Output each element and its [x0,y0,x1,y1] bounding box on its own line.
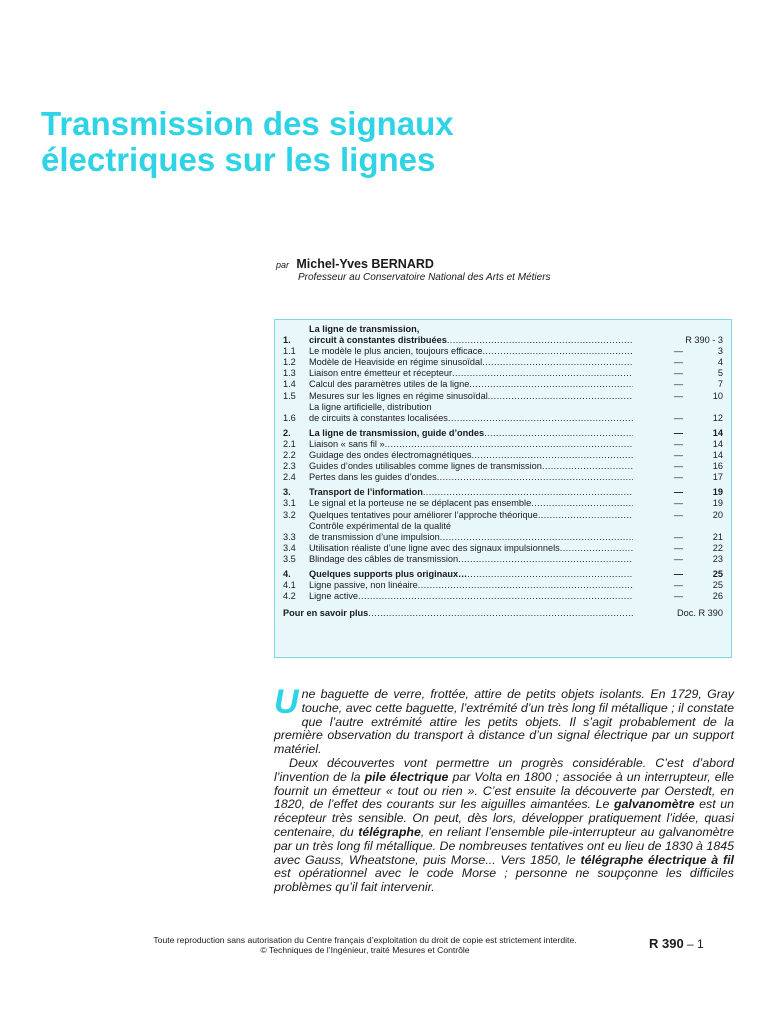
paragraph-1 [274,683,734,757]
footer-line-2: © Techniques de l’Ingénieur, traité Mesures et Contrôle [260,945,470,955]
toc-dash: — [673,531,683,542]
toc-title-text: Transport de l’information [309,487,423,498]
toc-dash: — [673,450,683,461]
footer-line-1: Toute reproduction sans autorisation du Centre français d’exploitation du droit de copie est strictement interdite. [153,935,577,945]
toc-dash: — [673,553,683,564]
toc-further-reading-row [283,608,723,619]
toc-number: 3. [283,487,291,498]
p2-text-c: par Volta en 1800 ; associée à un interrupteur, elle fournit un émetteur « tout ou rien ». C’est ensuite la découverte par Oerstedt, en 1820, de l’effet des courants sur les aiguilles aimantées. Le [274,769,735,812]
toc-page: 25 [712,568,723,579]
toc-page: 3 [717,346,723,357]
toc-leader-dots [368,608,633,619]
toc-dash: — [673,438,683,449]
toc-item-row [283,554,723,565]
toc-leader-dots [467,569,633,580]
toc-page: 26 [712,591,723,602]
toc-number: 2.1 [283,438,296,449]
toc-title-text: Calcul des paramètres utiles de la ligne [309,379,470,390]
toc-title [309,379,633,390]
toc-page: 12 [712,412,723,423]
toc-dash: — [673,379,683,390]
toc-title-text: Le modèle le plus ancien, toujours efficace [309,346,483,357]
toc-title-text: Ligne active [309,591,359,602]
toc-item-row [283,368,723,379]
toc-number: 1.6 [283,412,296,423]
toc-title-text: Quelques supports plus originaux… [309,568,468,579]
toc-page: 19 [712,487,723,498]
toc-leader-dots [423,487,633,498]
toc-page: R 390 - 3 [685,335,723,346]
toc-title [309,487,633,498]
toc-leader-dots [484,428,633,439]
toc-title [309,554,633,565]
toc-title [283,608,633,619]
toc-dash: — [673,591,683,602]
toc-dash: — [673,346,683,357]
toc-item-row [283,543,723,554]
toc-title [309,498,633,509]
toc-number: 4.2 [283,591,296,602]
toc-number: 2.3 [283,461,296,472]
term-telegraphe-electrique: télégraphe électrique à fil [580,852,734,867]
toc-item-row [283,591,723,602]
toc-title [309,324,633,346]
toc-dash: — [673,427,683,438]
toc-leader-dots [560,543,633,554]
toc-item-row [283,498,723,509]
toc-title [309,461,633,472]
toc-leader-dots [418,580,633,591]
toc-section-row [283,487,723,498]
toc-number: 1. [283,335,291,346]
toc-further-reading-page: Doc. R 390 [677,608,723,619]
term-telegraphe: télégraphe [358,824,421,839]
toc-page: 5 [717,368,723,379]
toc-title-text: Utilisation réaliste d’une ligne avec des signaux impulsionnels [309,542,560,553]
toc-item-row [283,450,723,461]
body-text [274,683,735,895]
toc-title [309,391,633,402]
toc-title [309,357,633,368]
toc-leader-dots [440,532,633,543]
p2-text-f: est opérationnel avec le code Morse ; personne ne soupçonne les difficiles problèmes qu’il fait intervenir. [274,866,734,895]
table-of-contents [274,319,732,658]
toc-page: 4 [717,357,723,368]
toc-item-row [283,461,723,472]
toc-item-row [283,521,723,543]
toc-dash: — [673,580,683,591]
toc-title-line-2: de circuits à constantes localisées [309,412,448,423]
toc-title [309,450,633,461]
toc-leader-dots [452,368,633,379]
author-name: Michel-Yves BERNARD [296,257,434,271]
page-title [41,106,681,178]
toc-page: 10 [712,390,723,401]
toc-dash: — [673,472,683,483]
toc-leader-dots [482,346,633,357]
toc-title [309,591,633,602]
footer-copyright [100,935,630,955]
toc-leader-dots [488,391,633,402]
toc-title-text: Guides d’ondes utilisables comme lignes de transmission [309,461,542,472]
paragraph-2 [274,757,734,895]
toc-title-text: Modèle de Heaviside en régime sinusoïdal [309,357,483,368]
byline [276,257,434,271]
toc-title [309,543,633,554]
toc-number: 1.5 [283,390,296,401]
toc-title-text: Mesures sur les lignes en régime sinusoïdal [309,390,488,401]
toc-dash: — [673,357,683,368]
toc-title-text: Liaison entre émetteur et récepteur [309,368,452,379]
toc-dash: — [673,568,683,579]
toc-title-text: Le signal et la porteuse ne se déplacent pas ensemble [309,498,532,509]
toc-title-line-1: Contrôle expérimental de la qualité [309,520,451,531]
toc-leader-dots [482,357,633,368]
toc-number: 3.3 [283,531,296,542]
toc-item-row [283,439,723,450]
toc-number: 1.2 [283,357,296,368]
toc-dash: — [673,487,683,498]
toc-leader-dots [542,461,633,472]
toc-section-row [283,569,723,580]
toc-item-row [283,346,723,357]
page-code: R 390 [649,936,684,951]
toc-title [309,402,633,424]
toc-title [309,521,633,543]
toc-page: 14 [712,438,723,449]
toc-item-row [283,391,723,402]
drop-cap: U [274,683,299,721]
toc-dash: — [673,509,683,520]
toc-item-row [283,510,723,521]
p2-text-a: Deux découvertes vont permettre un progrès considérable. C’est d’abord l’invention de la [274,755,734,784]
toc-number: 1.1 [283,346,296,357]
toc-number: 4. [283,568,291,579]
toc-page: 19 [712,498,723,509]
toc-leader-dots [437,472,633,483]
toc-title-line-1: La ligne artificielle, distribution [309,401,432,412]
toc-dash: — [673,498,683,509]
toc-page: 22 [712,542,723,553]
toc-title [309,472,633,483]
toc-title [309,569,633,580]
byline-par: par [276,260,290,270]
toc-section [283,487,723,565]
toc-title-text: Quelques tentatives pour améliorer l’approche théorique [309,509,538,520]
toc-title [309,580,633,591]
p2-text-e: , en reliant l’ensemble pile-interrupteur au galvanomètre par un très long fil métallique. De nombreuses tentatives ont eu lieu de 1830 à 1845 avec Gauss, Wheatstone, puis Morse... Vers 1850, le [274,824,734,867]
toc-number: 2.2 [283,450,296,461]
page-reference [649,936,704,951]
toc-leader-dots [538,510,633,521]
toc-number: 3.4 [283,542,296,553]
toc-title [309,510,633,521]
toc-title [309,368,633,379]
toc-dash: — [673,461,683,472]
toc-section-row [283,324,723,346]
toc-page: 14 [712,427,723,438]
toc-title-text: Ligne passive, non linéaire [309,580,418,591]
toc-page: 21 [712,531,723,542]
title-line-2: électriques sur les lignes [41,141,436,178]
toc-leader-dots [358,591,633,602]
toc-section [283,428,723,483]
toc-number: 4.1 [283,580,296,591]
toc-section [283,324,723,424]
paragraph-1-text: ne baguette de verre, frottée, attire de petits objets isolants. En 1729, Gray touche, avec cette baguette, l’extrémité d’un très long fil métallique ; il constate que l’autre extrémité attire les petits objets. Il s’agit probablement de la première observation du transport à distance d’un signal électrique par un support matériel. [274,687,734,757]
toc-leader-dots [385,439,633,450]
toc-leader-dots [447,335,633,346]
toc-item-row [283,379,723,390]
toc-title [309,439,633,450]
toc-further-reading-title: Pour en savoir plus [283,608,369,619]
term-galvanometre: galvanomètre [613,797,695,812]
toc-title-line-1: La ligne de transmission, [309,324,420,334]
toc-number: 3.5 [283,553,296,564]
toc-dash: — [673,368,683,379]
toc-section-row [283,428,723,439]
toc-item-row [283,580,723,591]
p2-text-d: est un récepteur très sensible. On peut, dès lors, développer pratiquement l’idée, quasi centenaire, du [274,797,735,839]
toc-title-text: La ligne de transmission, guide d’ondes [309,427,485,438]
toc-page: 25 [712,580,723,591]
toc-number: 1.3 [283,368,296,379]
page-number: – 1 [687,937,704,951]
toc-number: 3.2 [283,509,296,520]
toc-page: 7 [717,379,723,390]
toc-title-line-2: de transmission d’une impulsion [309,531,440,542]
term-pile-electrique: pile électrique [364,769,449,784]
toc-item-row [283,357,723,368]
toc-title-text: Pertes dans les guides d’ondes [309,472,437,483]
toc-title-text: Guidage des ondes électromagnétiques [309,450,472,461]
toc-page: 23 [712,553,723,564]
toc-title-text: Liaison « sans fil » [309,438,385,449]
toc-number: 1.4 [283,379,296,390]
toc-section [283,569,723,602]
toc-number: 3.1 [283,498,296,509]
toc-leader-dots [448,413,633,424]
toc-item-row [283,472,723,483]
title-line-1: Transmission des signaux [41,105,454,142]
toc-title-line-2: circuit à constantes distribuées [309,335,447,346]
toc-page: 20 [712,509,723,520]
toc-item-row [283,402,723,424]
toc-leader-dots [531,498,633,509]
toc-title [309,346,633,357]
toc-title-text: Blindage des câbles de transmission [309,553,459,564]
toc-leader-dots [469,379,633,390]
toc-leader-dots [471,450,633,461]
toc-dash: — [673,412,683,423]
toc-page: 14 [712,450,723,461]
toc-dash: — [673,542,683,553]
toc-leader-dots [458,554,633,565]
author-affiliation: Professeur au Conservatoire National des Arts et Métiers [298,272,551,283]
toc-title [309,428,633,439]
toc-number: 2.4 [283,472,296,483]
toc-page: 16 [712,461,723,472]
toc-number: 2. [283,427,291,438]
toc-dash: — [673,390,683,401]
toc-page: 17 [712,472,723,483]
